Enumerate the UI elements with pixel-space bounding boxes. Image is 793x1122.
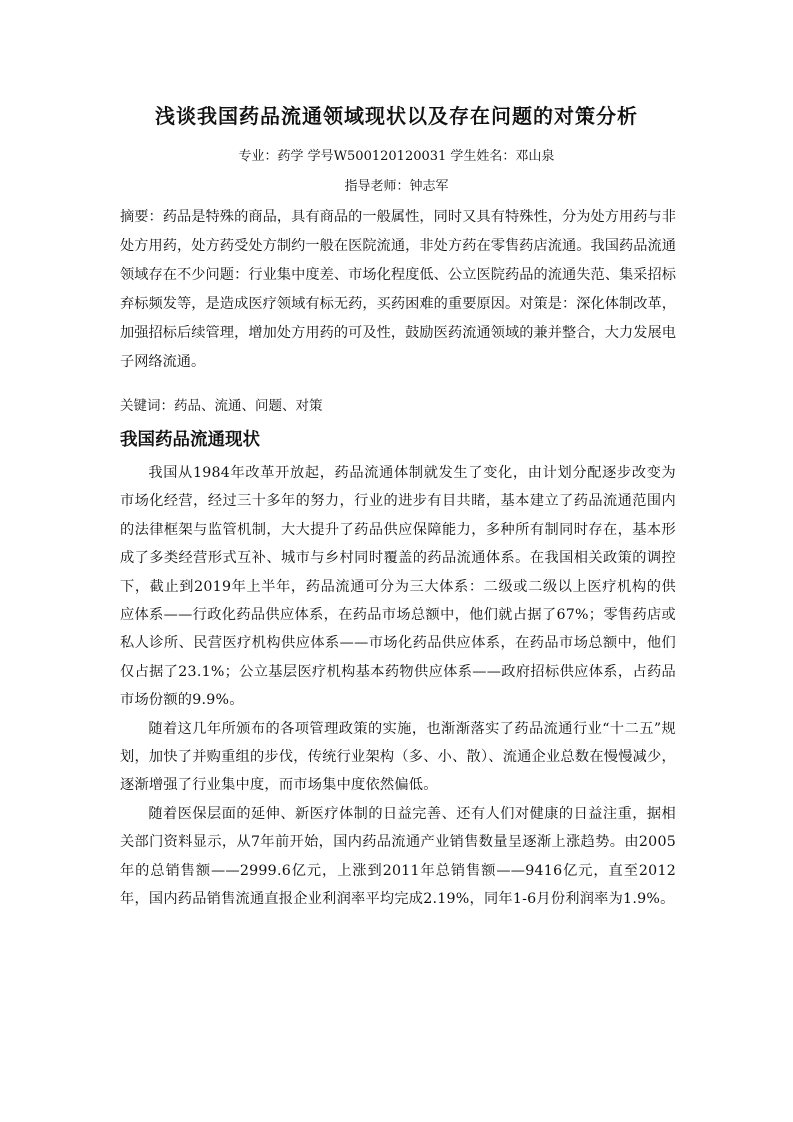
abstract <box>120 203 676 377</box>
keywords-label: 关键词： <box>120 398 174 414</box>
abstract-text: 药品是特殊的商品，具有商品的一般属性，同时又具有特殊性，分为处方用药与非处方用药，处方药受处方制约一般在医院流通，非处方药在零售药店流通。我国药品流通领域存在不少问题：行业集中度差、市场化程度低、公立医院药品的流通失范、集采招标弃标频发等，是造成医疗领域有标无药，买药困难的重要原因。对策是：深化体制改革，加强招标后续管理，增加处方用药的可及性，鼓励医药流通领域的兼并整合，大力发展电子网络流通。 <box>120 209 676 370</box>
paragraph: 随着医保层面的延伸、新医疗体制的日益完善、还有人们对健康的日益注重，据相关部门资料显示，从7年前开始，国内药品流通产业销售数量呈逐渐上涨趋势。由2005年的总销售额——2999.6亿元，上涨到2011年总销售额——9416亿元，直至2012年，国内药品销售流通直报企业利润率平均完成2.19%，同年1-6月份利润率为1.9%。 <box>120 805 676 908</box>
keywords <box>120 395 676 417</box>
keywords-text: 药品、流通、问题、对策 <box>174 398 323 414</box>
section-heading: 我国药品流通现状 <box>120 430 260 450</box>
abstract-label: 摘要： <box>120 209 163 225</box>
paragraph: 随着这几年所颁布的各项管理政策的实施，也渐渐落实了药品流通行业“十二五”规划，加快了并购重组的步伐，传统行业架构（多、小、散）、流通企业总数在慢慢减少，逐渐增强了行业集中度，而市场集中度依然偏低。 <box>120 720 676 794</box>
advisor-info: 指导老师：钟志军 <box>344 179 449 194</box>
document-title: 浅谈我国药品流通领域现状以及存在问题的对策分析 <box>155 104 638 128</box>
paragraph: 我国从1984年改革开放起，药品流通体制就发生了变化，由计划分配逐步改变为市场化经营，经过三十多年的努力，行业的进步有目共睹，基本建立了药品流通范围内的法律框架与监管机制，大大提升了药品供应保障能力，多种所有制同时存在，基本形成了多类经营形式互补、城市与乡村同时覆盖的药品流通体系。在我国相关政策的调控下，截止到2019年上半年，药品流通可分为三大体系：二级或二级以上医疗机构的供应体系——行政化药品供应体系，在药品市场总额中，他们就占据了67%；零售药店或私人诊所、民营医疗机构供应体系——市场化药品供应体系，在药品市场总额中，他们仅占据了23.1%；公立基层医疗机构基本药物供应体系——政府招标供应体系，占药品市场份额的9.9%。 <box>120 465 676 709</box>
author-info: 专业：药学 学号W500120120031 学生姓名：邓山泉 <box>238 149 555 164</box>
section-body <box>120 459 676 914</box>
